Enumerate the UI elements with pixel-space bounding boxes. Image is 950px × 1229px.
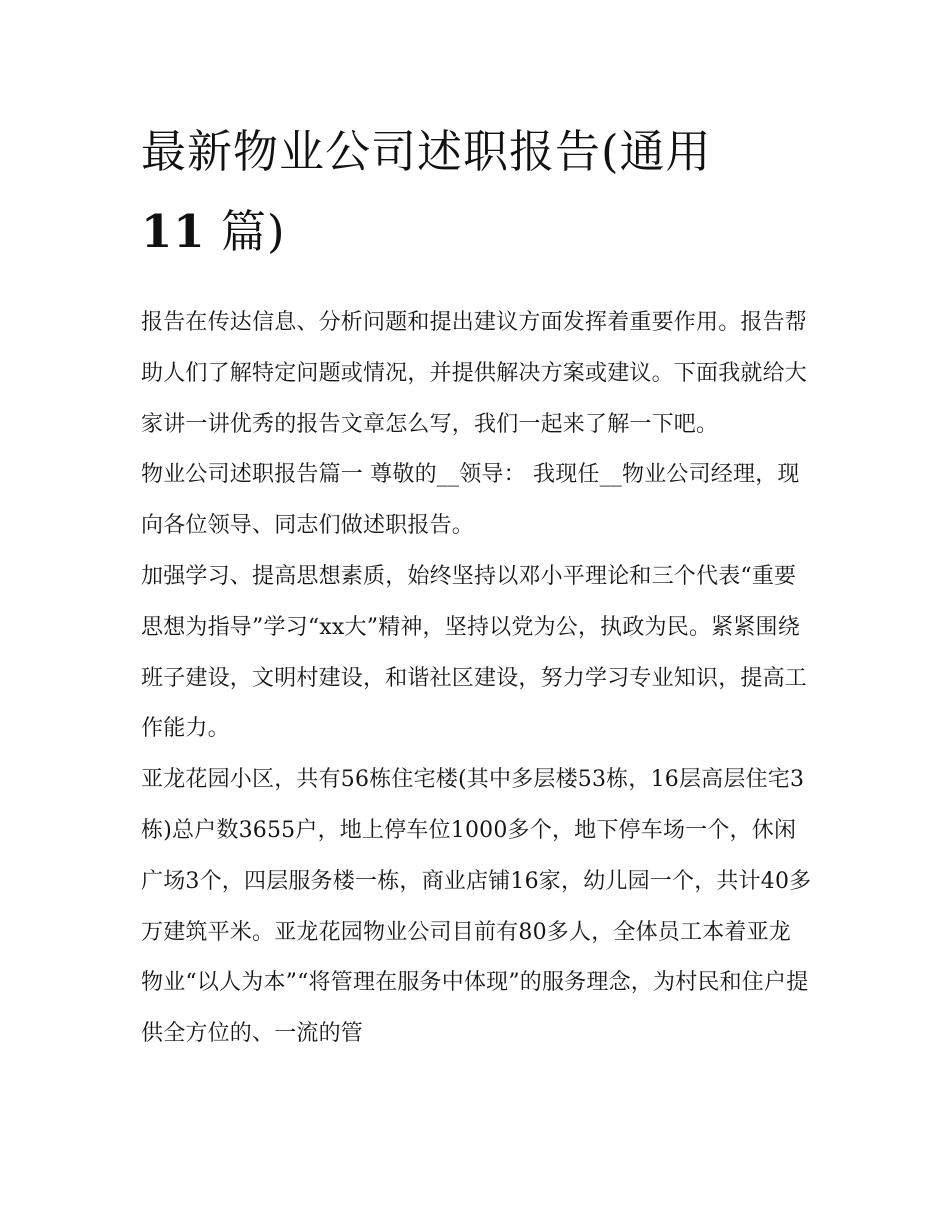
document-page [141,112,813,1060]
title-line-1: 最新物业公司述职报告(通用 [141,125,712,178]
paragraph-greeting: 物业公司述职报告篇一 尊敬的__领导： 我现任__物业公司经理，现向各位领导、同志们做述职报告。 [141,462,800,539]
paragraph-study: 加强学习、提高思想素质，始终坚持以邓小平理论和三个代表“重要思想为指导”学习“xx大”精神，坚持以党为公，执政为民。紧紧围绕班子建设，文明村建设，和谐社区建设，努力学习专业知识，提高工作能力。 [141,563,808,742]
document-body [141,298,813,1060]
document-title [141,112,813,272]
title-line-2: 篇) [220,205,286,258]
title-number: 11 [141,205,206,258]
paragraph-community: 亚龙花园小区，共有56栋住宅楼(其中多层楼53栋，16层高层住宅3栋)总户数3655户，地上停车位1000多个，地下停车场一个，休闲广场3个，四层服务楼一栋，商业店铺16家，幼儿园一个，共计40多万建筑平米。亚龙花园物业公司目前有80多人，全体员工本着亚龙物业“以人为本”“将管理在服务中体现”的服务理念，为村民和住户提供全方位的、一流的管 [141,767,812,1047]
paragraph-intro: 报告在传达信息、分析问题和提出建议方面发挥着重要作用。报告帮助人们了解特定问题或情况，并提供解决方案或建议。下面我就给大家讲一讲优秀的报告文章怎么写，我们一起来了解一下吧。 [141,310,808,437]
